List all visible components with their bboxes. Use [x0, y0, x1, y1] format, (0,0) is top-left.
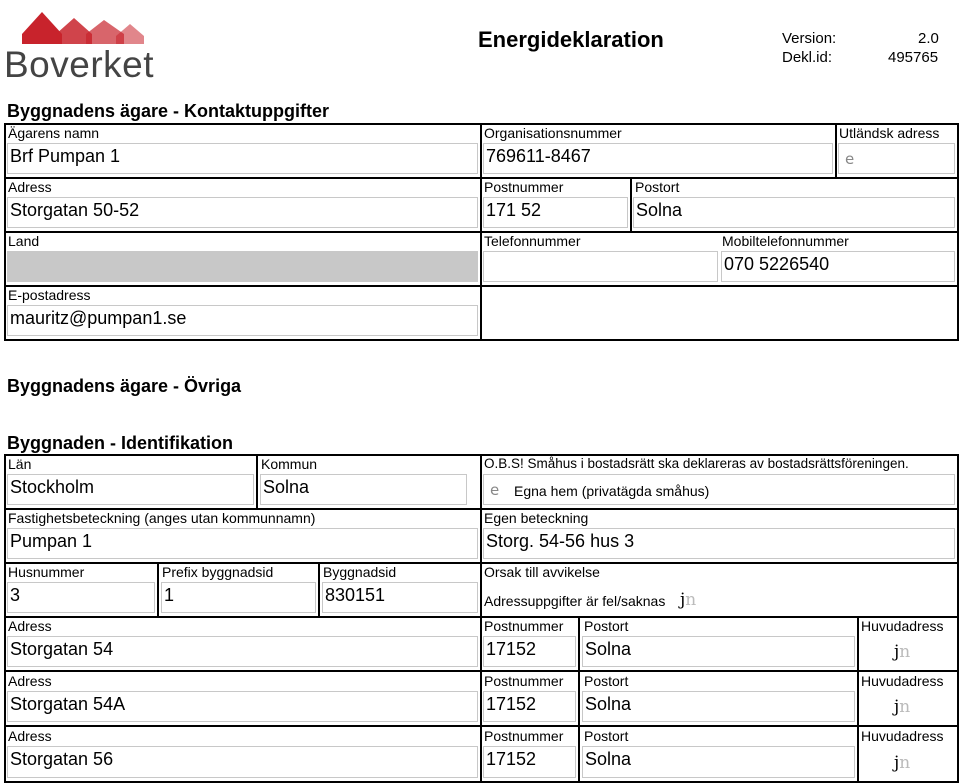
row-address-value: Storgatan 54 — [10, 639, 114, 659]
radio-icon: e — [845, 150, 855, 168]
row-postort-label: Postort — [584, 673, 629, 689]
divider — [957, 454, 959, 783]
owner-name-value: Brf Pumpan 1 — [10, 146, 121, 166]
divider — [4, 123, 6, 341]
kommun-label: Kommun — [261, 456, 318, 472]
husnummer-label: Husnummer — [8, 564, 85, 580]
version-label: Version: — [782, 30, 837, 47]
divider — [256, 454, 258, 510]
divider — [835, 123, 837, 179]
row-postnr-label: Postnummer — [484, 618, 564, 634]
row-postnr-value: 17152 — [486, 694, 537, 714]
owner-name-field[interactable] — [7, 143, 478, 174]
fastighet-value: Pumpan 1 — [10, 531, 93, 551]
row-postort-field[interactable] — [582, 636, 855, 667]
mobile-value: 070 5226540 — [724, 254, 830, 274]
dekl-value: 495765 — [888, 49, 939, 66]
prefix-label: Prefix byggnadsid — [162, 564, 274, 580]
document-title: Energideklaration — [478, 27, 664, 52]
row-huvudadress-label: Huvudadress — [861, 618, 944, 634]
divider — [4, 454, 6, 783]
lan-value: Stockholm — [10, 477, 95, 497]
row-postort-field[interactable] — [582, 746, 855, 778]
lan-field[interactable] — [7, 474, 254, 505]
row-address-label: Adress — [8, 618, 52, 634]
divider — [157, 562, 159, 618]
orsak-checkbox-icon[interactable]: jn — [680, 590, 697, 610]
address-label: Adress — [8, 179, 52, 195]
version-value: 2.0 — [918, 30, 939, 47]
postnr-label: Postnummer — [484, 179, 564, 195]
orsak-option[interactable] — [484, 590, 784, 614]
byggnadsid-value: 830151 — [325, 585, 386, 605]
fastighet-label: Fastighetsbeteckning (anges utan kommunnamn) — [8, 510, 316, 526]
phone-field[interactable] — [483, 251, 718, 282]
husnummer-field[interactable] — [7, 582, 155, 613]
mobile-field[interactable] — [721, 251, 955, 282]
divider — [857, 616, 859, 783]
row-postnr-field[interactable] — [483, 636, 576, 667]
kommun-field[interactable] — [260, 474, 467, 505]
divider — [957, 123, 959, 341]
orgnr-value: 769611-8467 — [486, 146, 591, 166]
row-postnr-label: Postnummer — [484, 673, 564, 689]
row-postnr-field[interactable] — [483, 691, 576, 722]
address-value: Storgatan 50-52 — [10, 200, 140, 220]
row-postort-value: Solna — [585, 694, 632, 714]
row-postort-field[interactable] — [582, 691, 855, 722]
orgnr-label: Organisationsnummer — [484, 125, 622, 141]
email-label: E-postadress — [8, 287, 91, 303]
phone-label: Telefonnummer — [484, 233, 581, 249]
row-address-field[interactable] — [7, 746, 478, 778]
postort-value: Solna — [636, 200, 683, 220]
row-postnr-label: Postnummer — [484, 728, 564, 744]
row-huvudadress-label: Huvudadress — [861, 728, 944, 744]
row-address-field[interactable] — [7, 636, 478, 667]
egna-hem-label: Egna hem (privatägda småhus) — [514, 483, 710, 499]
row-address-value: Storgatan 56 — [10, 749, 114, 769]
row-address-field[interactable] — [7, 691, 478, 722]
prefix-value: 1 — [164, 585, 175, 605]
row-postort-label: Postort — [584, 728, 629, 744]
postnr-value: 171 52 — [486, 200, 542, 220]
postort-field[interactable] — [633, 197, 955, 228]
row-postnr-value: 17152 — [486, 639, 537, 659]
foreign-address-label: Utländsk adress — [839, 125, 940, 141]
foreign-address-checkbox[interactable] — [838, 143, 955, 174]
prefix-field[interactable] — [161, 582, 316, 613]
row-postort-label: Postort — [584, 618, 629, 634]
byggnadsid-field[interactable] — [322, 582, 478, 613]
huvudadress-checkbox-icon[interactable]: jn — [894, 642, 911, 662]
section-heading-owner-contact: Byggnadens ägare - Kontaktuppgifter — [7, 101, 330, 121]
section-heading-owner-other: Byggnadens ägare - Övriga — [7, 376, 242, 396]
land-label: Land — [8, 233, 40, 249]
divider — [480, 454, 482, 783]
row-postort-value: Solna — [585, 749, 632, 769]
divider — [630, 177, 632, 233]
row-huvudadress-label: Huvudadress — [861, 673, 944, 689]
divider — [480, 123, 482, 341]
logo-text: Boverket — [4, 44, 155, 85]
boverket-logo — [4, 4, 154, 84]
obs-note: O.B.S! Småhus i bostadsrätt ska deklareras av bostadsrättsföreningen. — [484, 456, 909, 471]
section-heading-building: Byggnaden - Identifikation — [7, 433, 234, 453]
orsak-value: Adressuppgifter är fel/saknas — [484, 593, 666, 609]
egen-beteckning-value: Storg. 54-56 hus 3 — [486, 531, 635, 551]
egen-beteckning-field[interactable] — [483, 528, 955, 559]
fastighet-field[interactable] — [7, 528, 478, 559]
mobile-label: Mobiltelefonnummer — [722, 233, 849, 249]
huvudadress-checkbox-icon[interactable]: jn — [894, 753, 911, 773]
land-field[interactable] — [7, 251, 478, 282]
lan-label: Län — [8, 456, 32, 472]
row-postnr-field[interactable] — [483, 746, 576, 778]
row-address-value: Storgatan 54A — [10, 694, 126, 714]
row-address-label: Adress — [8, 728, 52, 744]
row-postort-value: Solna — [585, 639, 632, 659]
orgnr-field[interactable] — [483, 143, 833, 174]
orsak-label: Orsak till avvikelse — [484, 564, 600, 580]
divider — [318, 562, 320, 618]
divider — [578, 616, 580, 783]
huvudadress-checkbox-icon[interactable]: jn — [894, 697, 911, 717]
postnr-field[interactable] — [483, 197, 628, 228]
row-address-label: Adress — [8, 673, 52, 689]
kommun-value: Solna — [263, 477, 310, 497]
row-postnr-value: 17152 — [486, 749, 537, 769]
dekl-label: Dekl.id: — [782, 49, 833, 66]
egen-beteckning-label: Egen beteckning — [484, 510, 589, 526]
owner-name-label: Ägarens namn — [8, 125, 100, 141]
email-value: mauritz@pumpan1.se — [10, 308, 187, 328]
byggnadsid-label: Byggnadsid — [323, 564, 397, 580]
address-field[interactable] — [7, 197, 478, 228]
email-field[interactable] — [7, 305, 478, 336]
postort-label: Postort — [635, 179, 680, 195]
egna-hem-checkbox[interactable] — [483, 474, 955, 505]
husnummer-value: 3 — [10, 585, 21, 605]
radio-icon: e — [490, 481, 500, 499]
